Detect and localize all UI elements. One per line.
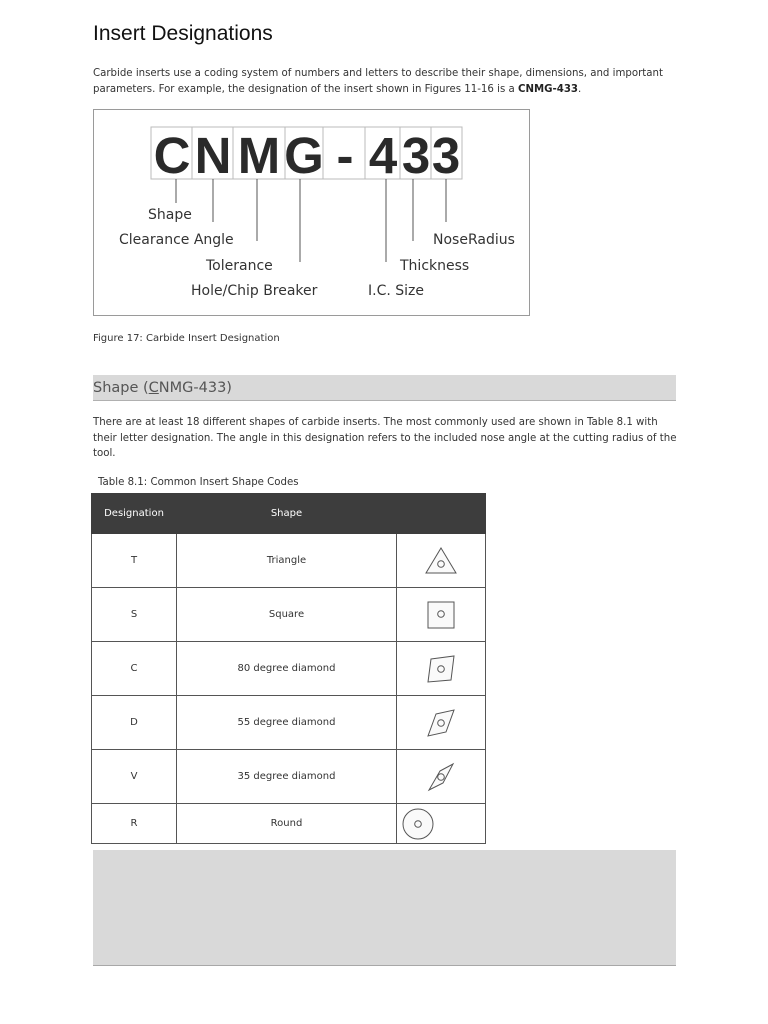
header-shape: Shape (177, 494, 397, 534)
designation-cell: D (92, 696, 177, 750)
diamond-80-icon (425, 654, 457, 684)
figure-caption: Figure 17: Carbide Insert Designation (93, 333, 280, 344)
code-letter: 4 (368, 127, 398, 184)
shape-cell: 35 degree diamond (177, 750, 397, 804)
footer-panel (93, 850, 676, 966)
table-row (92, 642, 486, 696)
label-shape: Shape (148, 207, 192, 223)
code-letter: 3 (431, 127, 461, 184)
designation-cell: C (92, 642, 177, 696)
label-clearance: Clearance Angle (119, 232, 234, 248)
label-hole: Hole/Chip Breaker (191, 283, 318, 299)
designation-cell: V (92, 750, 177, 804)
shape-codes-table (91, 493, 486, 844)
intro-paragraph: Carbide inserts use a coding system of numbers and letters to describe their shape, dimensions, and important parameters. For example, the designation of the insert shown in Figures 11-16 is a CNMG-433. (93, 68, 663, 95)
table-row (92, 696, 486, 750)
label-thickness: Thickness (400, 258, 470, 274)
insert-code: CNMG-433 (518, 83, 578, 95)
code-letter: - (336, 127, 354, 184)
header-designation: Designation (92, 494, 177, 534)
shape-cell: 80 degree diamond (177, 642, 397, 696)
table-row (92, 588, 486, 642)
designation-cell: T (92, 534, 177, 588)
shape-cell: Round (177, 804, 397, 844)
designation-cell: R (92, 804, 177, 844)
shape-cell: 55 degree diamond (177, 696, 397, 750)
code-letter: M (237, 127, 281, 184)
label-nose: NoseRadius (433, 232, 515, 248)
diamond-35-icon (426, 762, 456, 792)
round-icon (401, 807, 435, 841)
code-letter: G (284, 127, 324, 184)
shape-cell: Triangle (177, 534, 397, 588)
label-tolerance: Tolerance (206, 258, 273, 274)
section-title: Shape (CNMG-433) (93, 380, 232, 396)
square-icon (426, 600, 456, 630)
table-caption: Table 8.1: Common Insert Shape Codes (98, 477, 299, 488)
code-letter: N (194, 127, 232, 184)
designation-cell: S (92, 588, 177, 642)
triangle-icon (424, 546, 458, 576)
code-letter: C (153, 127, 191, 184)
header-icon (397, 494, 486, 534)
page-title: Insert Designations (93, 22, 273, 45)
section-body: There are at least 18 different shapes of carbide inserts. The most commonly used are shown in Table 8.1 with their letter designation. The angle in this designation refers to the included nose angle at the cutting radius of the tool. (93, 417, 677, 459)
insert-designation-figure (93, 109, 530, 316)
label-ic: I.C. Size (368, 283, 424, 299)
shape-cell: Square (177, 588, 397, 642)
table-row (92, 750, 486, 804)
section-heading-bar (93, 375, 676, 401)
diamond-55-icon (425, 708, 457, 738)
table-row (92, 804, 486, 844)
table-row (92, 534, 486, 588)
code-letter: 3 (401, 127, 431, 184)
